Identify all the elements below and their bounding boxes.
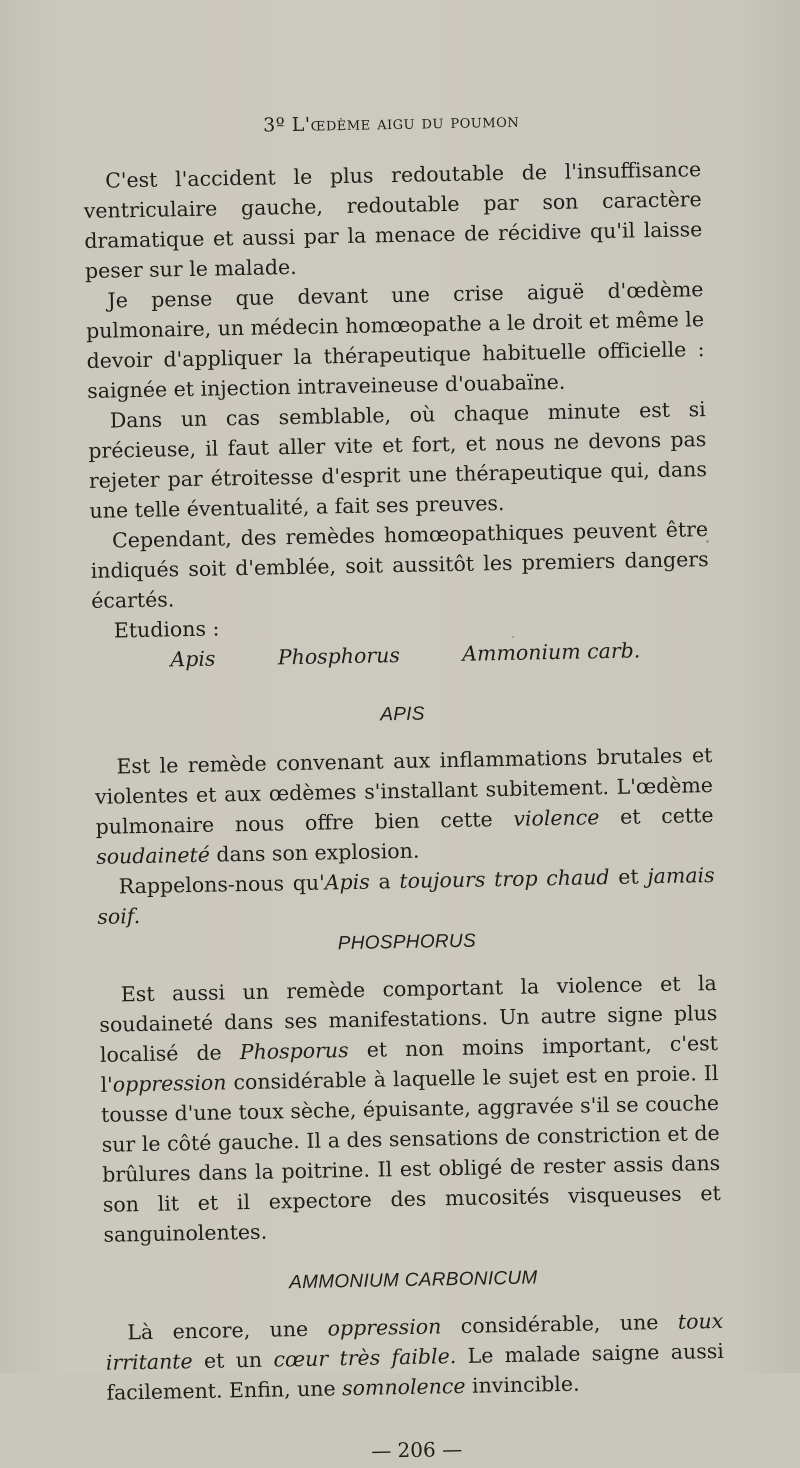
emphasis: Phosporus — [239, 1038, 349, 1065]
text-run: et non moins important, c'est l' — [100, 1030, 719, 1097]
running-head: 3º L'œdème aigu du poumon — [262, 109, 520, 137]
intro-paragraph-4: Cependant, des remèdes homœopathiques peuvent être indiqués soit d'emblée, soit aussitôt les premiers dangers écartés. — [90, 517, 709, 613]
emphasis: oppression — [327, 1314, 442, 1341]
page-number: — 206 — — [370, 1436, 463, 1463]
intro-paragraph-1: C'est l'accident le plus redoutable de l'insuffisance ventriculaire gauche, redoutable par son caractère dramatique et aussi par la menace de récidive qu'il laisse peser sur le malade. — [83, 157, 703, 283]
text-run: et — [609, 864, 648, 890]
emphasis: soudaineté — [95, 842, 211, 869]
section-title-ammonium: AMMONIUM CARBONICUM — [288, 1267, 538, 1294]
text-run: Le malade saigne aussi facilement. Enfin, une — [106, 1338, 725, 1405]
remedy-apis: Apis — [170, 646, 216, 672]
emphasis: cœur très faible. — [273, 1344, 457, 1372]
text-run: Là encore, une — [127, 1316, 328, 1345]
emphasis: Apis — [324, 869, 370, 895]
intro-paragraph-5: Etudions : — [113, 616, 220, 643]
emphasis: somnolence — [341, 1373, 466, 1401]
text-run: et cette — [599, 803, 714, 830]
apis-paragraph-1 — [94, 740, 714, 872]
emphasis: jamais soif. — [97, 862, 715, 929]
phosphorus-paragraph-1 — [99, 968, 722, 1250]
section-title-phosphorus: PHOSPHORUS — [337, 930, 477, 955]
text-run: considérable à laquelle le sujet est en proie. Il tousse d'une toux sèche, épuisante, aggravée s'il se couche sur le côté gauche. Il a des sensations de constriction et de brûlures dans la poitrine. Il est obligé de rester assis dans son lit et il expectore des mucosités visqueuses et sanguinolentes. — [100, 1060, 721, 1247]
text-run: invincible. — [465, 1371, 580, 1398]
emphasis: toujours trop chaud — [399, 865, 610, 894]
emphasis: oppression — [112, 1070, 227, 1097]
emphasis: violence — [513, 805, 600, 831]
intro-paragraph-3: Dans un cas semblable, où chaque minute est si précieuse, il faut aller vite et fort, et nous ne devons pas rejeter par étroitesse d'esprit une thérapeutique qui, dans une telle éventualité, a fait ses preuves. — [88, 397, 708, 523]
remedy-ammonium: Ammonium carb. — [462, 638, 641, 666]
text-run: Rappelons-nous qu' — [118, 870, 325, 899]
section-title-apis: APIS — [380, 703, 425, 726]
intro-paragraph-2: Je pense que devant une crise aiguë d'œdème pulmonaire, un médecin homœopathe a le droit et même le devoir d'appliquer la thérapeutique habituelle officielle : saignée et injection intraveineuse d'ouabaïne. — [85, 277, 705, 403]
text-run: dans son explosion. — [209, 838, 420, 867]
text-run: et un — [192, 1347, 274, 1374]
emphasis: toux irritante — [105, 1308, 724, 1375]
ammonium-paragraph-1 — [105, 1306, 725, 1408]
remedy-phosphorus: Phosphorus — [277, 642, 401, 670]
text-run: Est le remède convenant aux inflammations brutales et violentes et aux œdèmes s'installant subitement. L'œdème pulmonaire nous offre bien cette — [94, 743, 714, 839]
text-run: a — [369, 869, 400, 894]
text-run: Est aussi un remède comportant la violence et la soudaineté dans ses manifestations. Un autre signe plus localisé de — [99, 970, 718, 1067]
text-run: considérable, une — [441, 1309, 679, 1339]
page-text — [82, 106, 726, 1468]
